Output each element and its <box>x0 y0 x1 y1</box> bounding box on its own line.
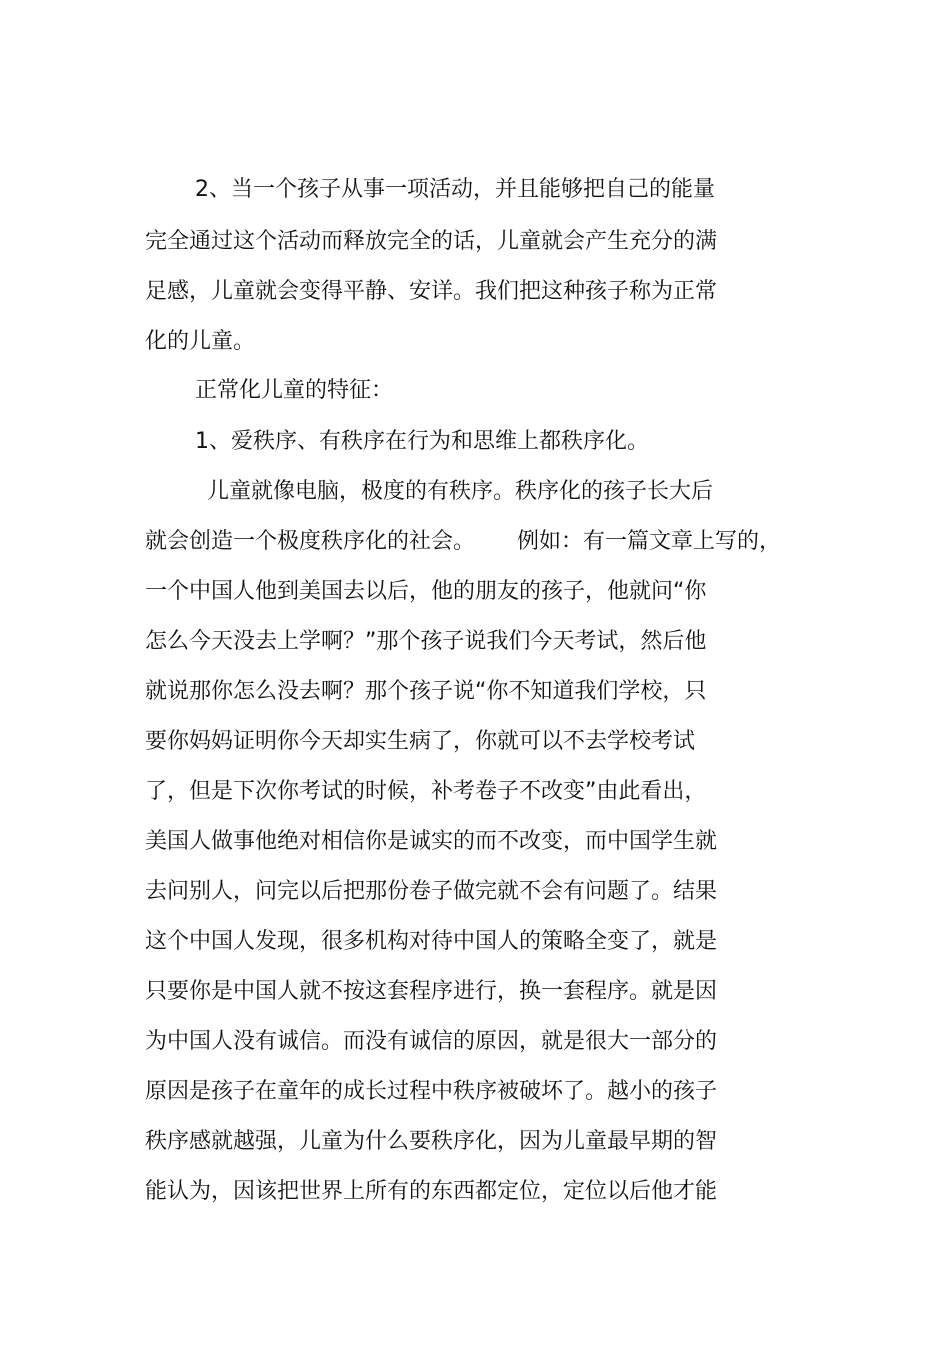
text-line: 要你妈妈证明你今天却实生病了，你就可以不去学校考试 <box>145 729 696 754</box>
text-line: 去问别人，问完以后把那份卷子做完就不会有问题了。结果 <box>145 879 718 904</box>
text-line: 能认为，因该把世界上所有的东西都定位，定位以后他才能 <box>145 1179 718 1204</box>
text-line: 一个中国人他到美国去以后，他的朋友的孩子，他就问“你 <box>145 579 707 604</box>
text-line: 只要你是中国人就不按这套程序进行，换一套程序。就是因 <box>145 979 718 1004</box>
section-heading: 正常化儿童的特征： <box>195 378 394 403</box>
text-line: 了，但是下次你考试的时候，补考卷子不改变”由此看出， <box>145 779 707 804</box>
text-line: 就说那你怎么没去啊？那个孩子说“你不知道我们学校，只 <box>145 679 707 704</box>
text-line: 儿童就像电脑，极度的有秩序。秩序化的孩子长大后 <box>207 479 714 504</box>
text-line: 这个中国人发现，很多机构对待中国人的策略全变了，就是 <box>145 929 718 954</box>
list-item: 1、爱秩序、有秩序在行为和思维上都秩序化。 <box>195 429 649 454</box>
text-line: 化的儿童。 <box>145 329 256 354</box>
text-line: 为中国人没有诚信。而没有诚信的原因，就是很大一部分的 <box>145 1029 718 1054</box>
text-line: 足感，儿童就会变得平静、安详。我们把这种孩子称为正常 <box>145 279 718 304</box>
text-line: 怎么今天没去上学啊？”那个孩子说我们今天考试，然后他 <box>145 629 707 654</box>
text-line: 原因是孩子在童年的成长过程中秩序被破坏了。越小的孩子 <box>145 1079 718 1104</box>
text-line: 美国人做事他绝对相信你是诚实的而不改变，而中国学生就 <box>145 829 718 854</box>
text-line: 2、当一个孩子从事一项活动，并且能够把自己的能量 <box>195 177 715 202</box>
text-line: 就会创造一个极度秩序化的社会。 例如：有一篇文章上写的， <box>145 529 781 554</box>
text-line: 完全通过这个活动而释放完全的话，儿童就会产生充分的满 <box>145 229 718 254</box>
text-line: 秩序感就越强，儿童为什么要秩序化，因为儿童最早期的智 <box>145 1129 718 1154</box>
